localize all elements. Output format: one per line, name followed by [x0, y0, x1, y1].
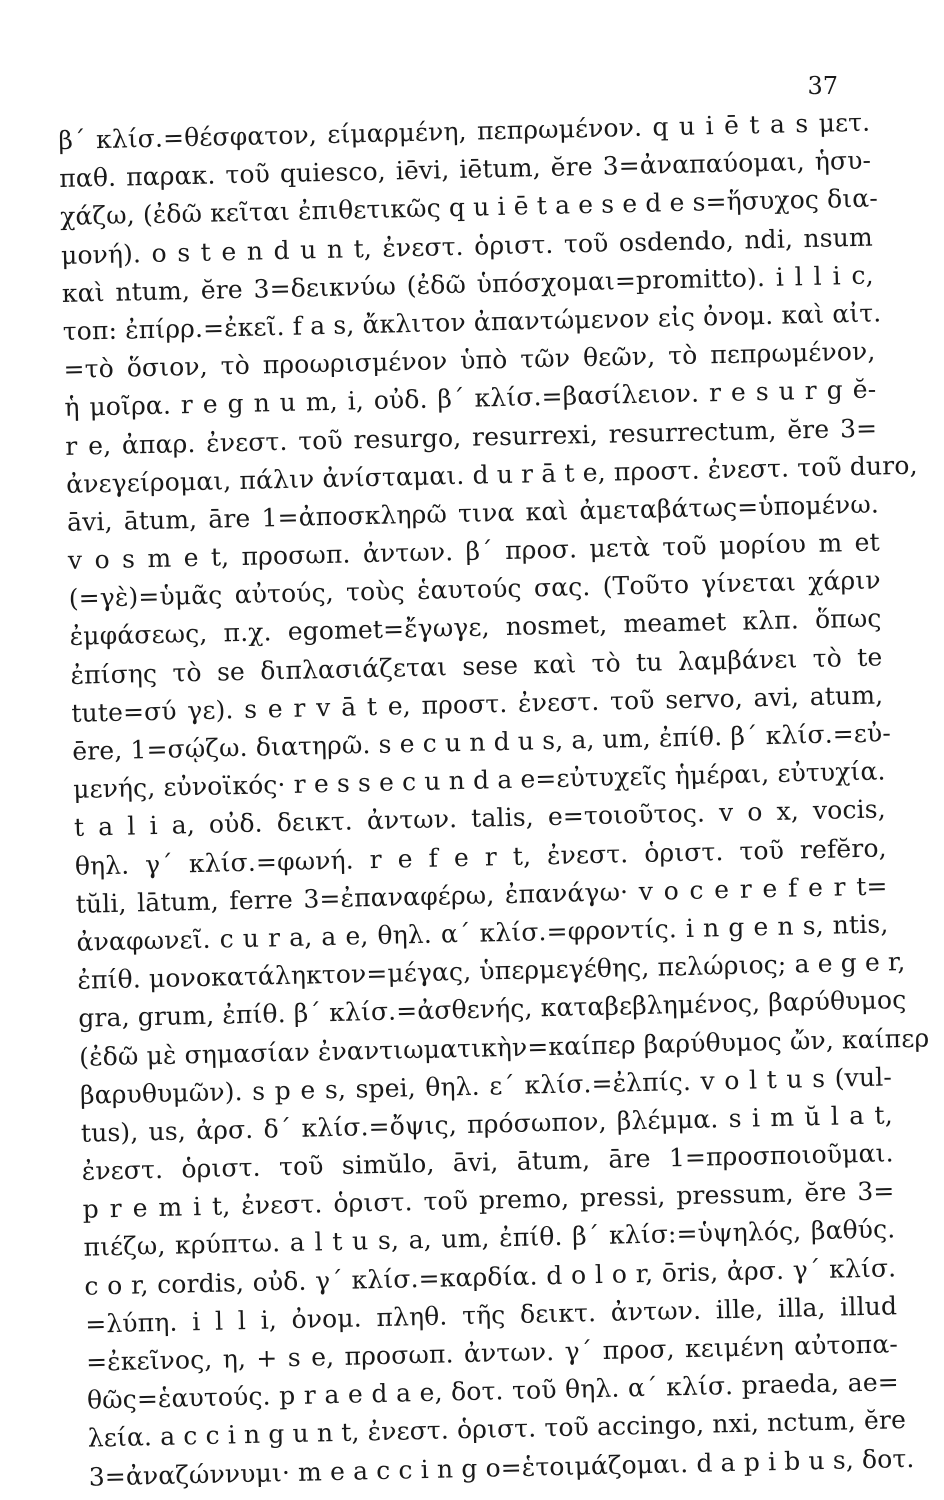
text-line: θῶς=ἑαυτούς. p r a e d a e, δοτ. τοῦ θηλ. α΄ κλίσ. praeda, ae= [86, 1367, 900, 1415]
text-line: v o s m e t, προσωπ. ἀντων. β΄ προσ. μετὰ τοῦ μορίου m et [67, 527, 881, 575]
text-line: παθ. παρακ. τοῦ quiesco, iēvi, iētum, ĕre 3=ἀναπαύομαι, ἡσυ- [58, 145, 872, 194]
text-line: λεία. a c c i n g u n t, ἐνεστ. ὁριστ. τοῦ accingo, nxi, nctum, ĕre [87, 1405, 907, 1454]
text-line: χάζω, (ἐδῶ κεῖται ἐπιθετικῶς q u i ē t a e s e d e s=ἥσυχος δια- [59, 183, 879, 232]
text-line: μενής, εὐνοϊκός· r e s s e c u n d a e=εὐτυχεῖς ἡμέραι, εὐτυχία. [72, 756, 886, 805]
text-line: ἐνεστ. ὁριστ. τοῦ simŭlo, āvi, ātum, āre 1=προσποιοῦμαι. [81, 1138, 894, 1186]
text-line: tute=σύ γε). s e r v ā t e, προστ. ἐνεστ. τοῦ servo, avi, atum, [71, 680, 884, 728]
text-line: tŭli, lātum, ferre 3=ἐπαναφέρω, ἐπανάγω· v o c e r e f e r t= [75, 871, 888, 919]
text-line: θηλ. γ΄ κλίσ.=φωνή. r e f e r t, ἐνεστ. ὁριστ. τοῦ refĕro, [74, 832, 888, 881]
text-line: (=γὲ)=ὑμᾶς αὐτούς, τοὺς ἑαυτούς σας. (Τοῦτο γίνεται χάριν [68, 565, 881, 614]
text-line: tus), us, ἀρσ. δ΄ κλίσ.=ὄψις, πρόσωπον, βλέμμα. s i m ŭ l a t, [80, 1100, 894, 1148]
text-line: ēre, 1=σῴζω. διατηρῶ. s e c u n d u s, a, um, ἐπίθ. β΄ κλίσ.=εὐ- [71, 718, 892, 766]
text-line: =λύπη. i l l i, ὀνομ. πληθ. τῆς δεικτ. ἀντων. ille, illa, illud [84, 1291, 898, 1339]
text-line: =ἐκεῖνος, η, + s e, προσωπ. ἀντων. γ΄ προσ, κειμένη αὐτοπα- [85, 1329, 899, 1377]
commentary-text-block [58, 104, 930, 1497]
text-line: (ἐδῶ μὲ σημασίαν ἐναντιωματικὴν=καίπερ βαρύθυμος ὤν, καίπερ [78, 1022, 930, 1072]
page-number: 37 [807, 72, 838, 100]
text-line: β΄ κλίσ.=θέσφατον, είμαρμένη, πεπρωμένον. q u i ē t a s μετ. [58, 107, 871, 155]
text-line: ἐπίθ. μονοκατάληκτον=μέγας, ὑπερμεγέθης, πελώριος; a e g e r, [77, 947, 906, 995]
text-line: c o r, cordis, οὐδ. γ΄ κλίσ.=καρδία. d o l o r, ōris, ἀρσ. γ΄ κλίσ. [84, 1252, 897, 1301]
text-line: μονή). o s t e n d u n t, ἐνεστ. ὁριστ. τοῦ osdendo, ndi, nsum [60, 222, 874, 270]
text-line: πιέζω, κρύπτω. a l t u s, a, um, ἐπίθ. β΄ κλίσ:=ὑψηλός, βαθύς. [83, 1214, 896, 1263]
text-line: βαρυθυμῶν). s p e s, spei, θηλ. ε΄ κλίσ.=ἐλπίς. v o l t u s (vul- [79, 1062, 893, 1110]
text-line: ἀνεγείρομαι, πάλιν ἀνίσταμαι. d u r ā t e, προστ. ἐνεστ. τοῦ duro, [65, 450, 918, 499]
text-line: ἐπίσης τὸ se διπλασιάζεται sese καὶ τὸ tu λαμβάνει τὸ te [70, 642, 883, 690]
text-line: p r e m i t, ἐνεστ. ὁριστ. τοῦ premo, pressi, pressum, ĕre 3= [82, 1176, 895, 1224]
text-line: =τὸ ὅσιον, τὸ προωρισμένον ὑπὸ τῶν θεῶν, τὸ πεπρωμένον, [63, 336, 876, 385]
text-line: t a l i a, οὐδ. δεικτ. ἀντων. talis, e=τοιοῦτος. v o x, vocis, [73, 794, 887, 843]
text-line: ἐμφάσεως, π.χ. egomet=ἔγωγε, nosmet, meamet κλπ. ὅπως [69, 603, 882, 652]
text-line: ἀναφωνεῖ. c u r a, a e, θηλ. α΄ κλίσ.=φροντίς. i n g e n s, ntis, [76, 909, 889, 957]
text-line: ἡ μοῖρα. r e g n u m, i, οὐδ. β΄ κλίσ.=βασίλειον. r e s u r g ĕ- [64, 374, 877, 423]
text-line: 3=ἀναζώννυμι· m e a c c i n g o=ἑτοιμάζομαι. d a p i b u s, δοτ. [88, 1443, 915, 1492]
text-line: καὶ ntum, ĕre 3=δεικνύω (ἐδῶ ὑπόσχομαι=promitto). i l l i c, [61, 260, 875, 308]
text-line: τοπ: ἐπίρρ.=ἐκεῖ. f a s, ἄκλιτον ἀπαντώμενον εἰς ὀνομ. καὶ αἰτ. [62, 298, 882, 346]
text-line: r e, ἀπαρ. ἐνεστ. τοῦ resurgo, resurrexi, resurrectum, ĕre 3= [65, 412, 878, 461]
text-line: āvi, ātum, āre 1=ἀποσκληρῶ τινα καὶ ἀμεταβάτως=ὑπομένω. [66, 489, 880, 537]
text-line: gra, grum, ἐπίθ. β΄ κλίσ.=ἀσθενής, καταβεβλημένος, βαρύθυμος [78, 985, 907, 1034]
